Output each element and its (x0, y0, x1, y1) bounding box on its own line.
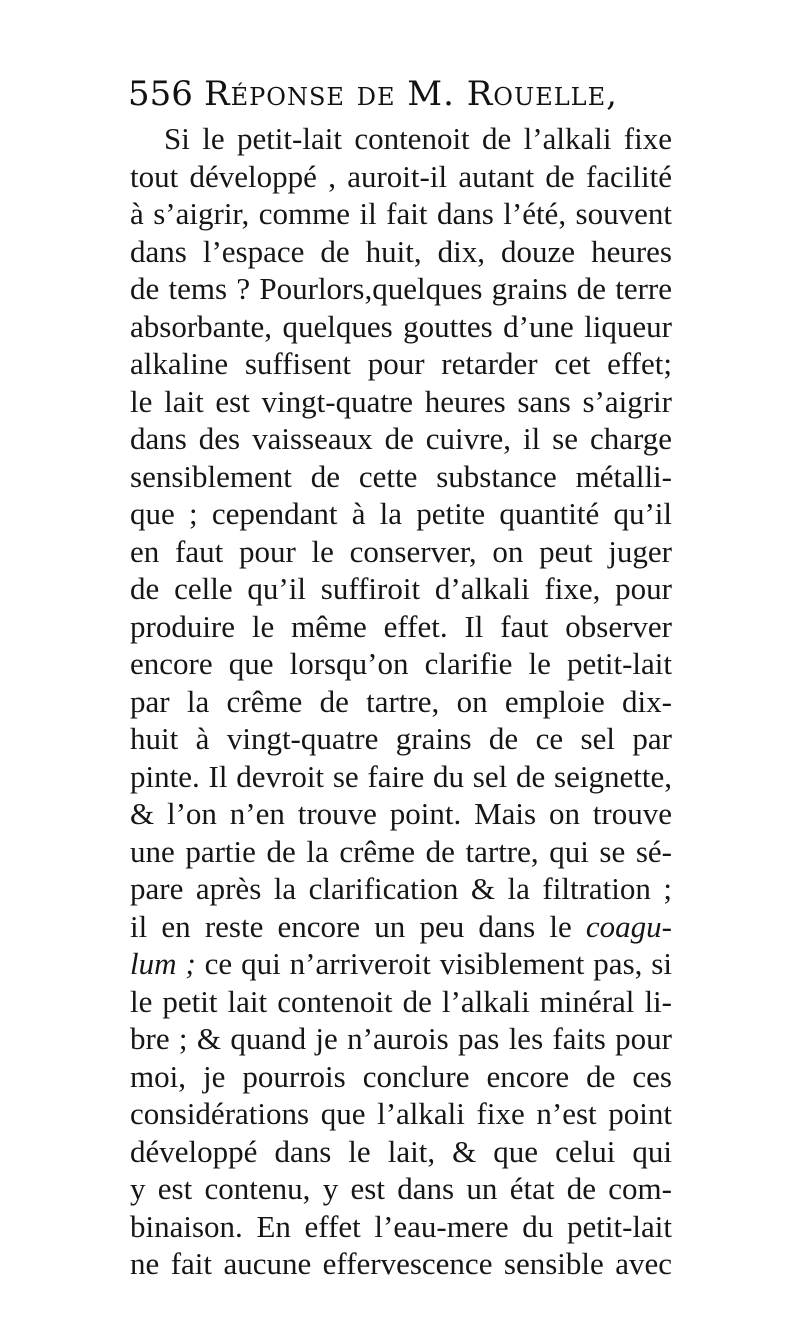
text-line: le petit lait contenoit de l’alkali minéral li- (130, 983, 672, 1019)
text-line: tout développé , auroit-il autant de facilité (130, 158, 672, 194)
text-line: y est contenu, y est dans un état de com- (130, 1171, 672, 1206)
text-line: le lait est vingt-quatre heures sans s’aigrir (130, 383, 672, 419)
text-line: Si le petit-lait contenoit de l’alkali fixe (164, 121, 672, 156)
text-line: il en reste encore un peu dans le coagu- (130, 908, 672, 944)
text-line: alkaline suffisent pour retarder cet effet; (130, 346, 672, 381)
text-line: lum ; ce qui n’arriveroit visiblement pas, si (130, 946, 672, 981)
text-line: ne fait aucune effervescence sensible avec (130, 1246, 672, 1281)
text-line: absorbante, quelques gouttes d’une liqueur (130, 308, 672, 344)
text-line: bre ; & quand je n’aurois pas les faits pour (130, 1021, 672, 1056)
body-text (130, 120, 672, 1283)
text-line: développé dans le lait, & que celui qui (130, 1133, 672, 1169)
page-header (128, 74, 668, 122)
text-line: & l’on n’en trouve point. Mais on trouve (130, 796, 672, 831)
italic-term: coagu- (585, 908, 672, 944)
text-line: de tems ? Pourlors,quelques grains de terre (130, 271, 672, 306)
text-line: considérations que l’alkali fixe n’est point (130, 1096, 672, 1131)
text-line: dans l’espace de huit, dix, douze heures (130, 233, 672, 269)
text-line: dans des vaisseaux de cuivre, il se charge (130, 421, 672, 456)
text-line: encore que lorsqu’on clarifie le petit-lait (130, 646, 672, 681)
text-line: huit à vingt-quatre grains de ce sel par (130, 721, 672, 756)
text-line: à s’aigrir, comme il fait dans l’été, souvent (130, 196, 672, 231)
text-line: de celle qu’il suffiroit d’alkali fixe, pour (130, 571, 672, 606)
text-line: produire le même effet. Il faut observer (130, 608, 672, 644)
text-line: binaison. En effet l’eau-mere du petit-lait (130, 1208, 672, 1244)
text-line: sensiblement de cette substance métalli- (130, 458, 672, 494)
page-number: 556 (128, 74, 193, 114)
running-title: Réponse de M. Rouelle, (204, 74, 618, 114)
text-line: que ; cependant à la petite quantité qu’il (130, 496, 672, 531)
italic-term: lum ; (130, 946, 196, 981)
text-line: pare après la clarification & la filtration ; (130, 871, 672, 906)
text-line: en faut pour le conserver, on peut juger (130, 533, 672, 569)
text-line: par la crême de tartre, on emploie dix- (130, 683, 672, 719)
text-line: une partie de la crême de tartre, qui se sé- (130, 833, 672, 869)
text-line: pinte. Il devroit se faire du sel de seignette, (130, 758, 672, 794)
text-line: moi, je pourrois conclure encore de ces (130, 1058, 672, 1094)
